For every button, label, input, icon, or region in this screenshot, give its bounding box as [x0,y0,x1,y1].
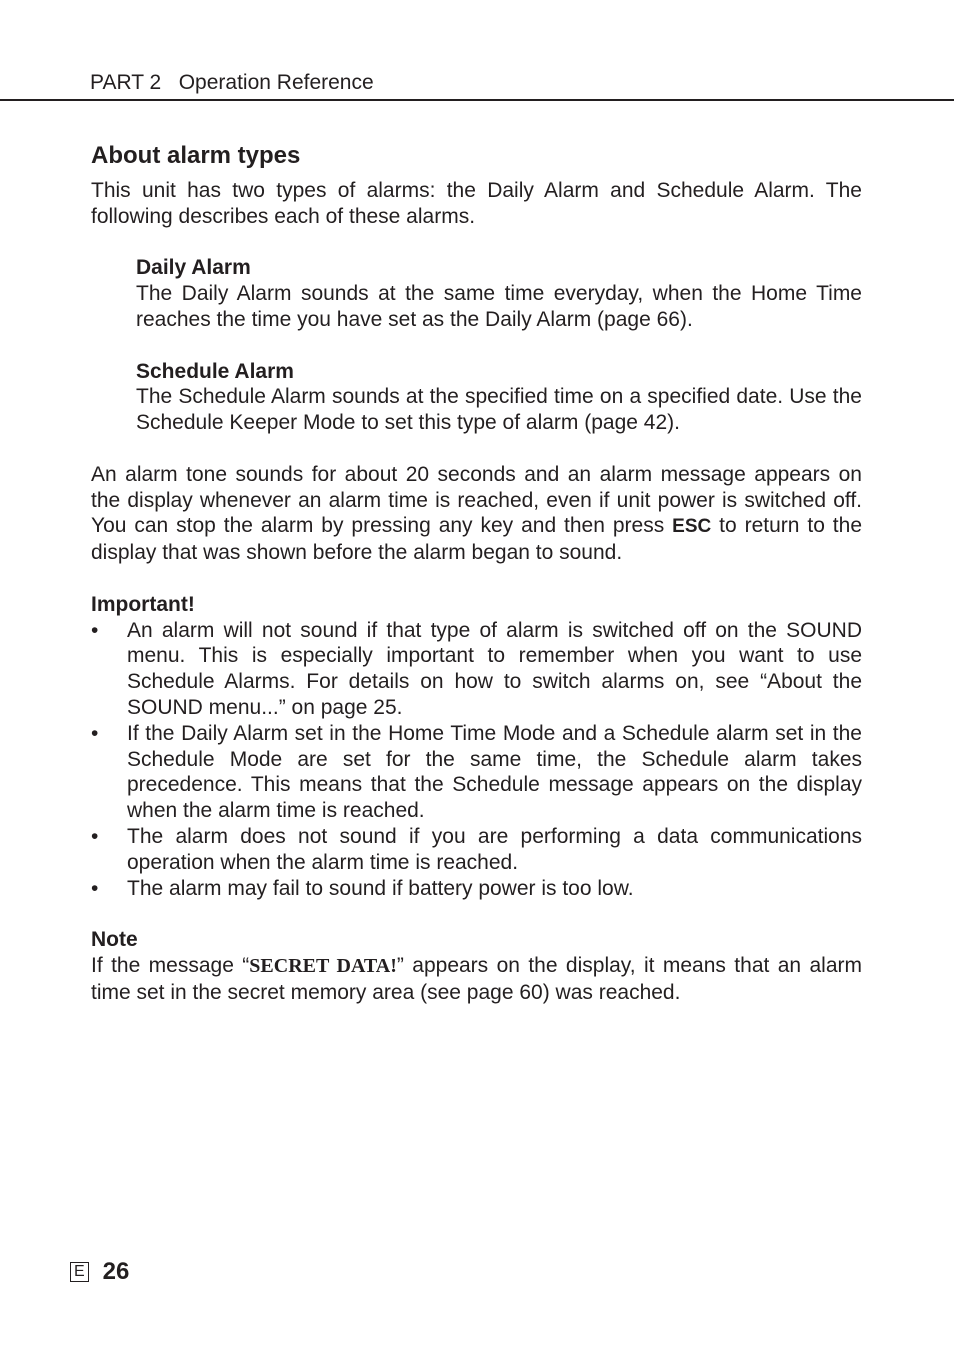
list-item-text: If the Daily Alarm set in the Home Time Mode and a Schedule alarm set in the Schedule Mode are set for the same time, the Schedule alarm takes precedence. This means that the Schedule message appears on the display when the alarm time is reached. [127,721,862,823]
bullet-icon: • [91,876,99,900]
note-text-before: If the message “ [91,953,250,977]
spacer [91,901,862,927]
alarm-tone-paragraph [91,462,862,566]
schedule-alarm-block [136,359,862,436]
language-badge: E [70,1262,89,1282]
list-item-text: An alarm will not sound if that type of alarm is switched off on the SOUND menu. This is especially important to remember when you want to use Schedule Alarms. For details on how to switch alarms on, see “About the SOUND menu...” on page 25. [127,618,862,719]
daily-alarm-title: Daily Alarm [136,256,251,280]
spacer [91,230,862,256]
page-footer [70,1258,129,1286]
header-section: Operation Reference [178,71,374,94]
spacer [91,333,862,359]
schedule-alarm-text: The Schedule Alarm sounds at the specified time on a specified date. Use the Schedule Keeper Mode to set this type of alarm (page 42). [136,385,862,435]
list-item [91,824,862,876]
section-intro: This unit has two types of alarms: the Daily Alarm and Schedule Alarm. The following describes each of these alarms. [91,179,862,228]
note-display-message: SECRET DATA! [249,954,397,977]
spacer [91,566,862,592]
list-item-text: The alarm does not sound if you are performing a data communications operation when the alarm time is reached. [127,824,862,874]
list-item [91,876,862,902]
alarm-tone-text-after: to return to the display that was shown before the alarm began to sound. [91,514,863,565]
esc-key-label: ESC [672,516,712,538]
note-label: Note [91,928,138,952]
section-title: About alarm types [91,142,301,169]
important-list [91,618,862,902]
schedule-alarm-title: Schedule Alarm [136,359,294,383]
header-part: PART 2 [90,71,162,94]
header-rule [0,99,954,101]
daily-alarm-text: The Daily Alarm sounds at the same time everyday, when the Home Time reaches the time you have set as the Daily Alarm (page 66). [136,282,862,331]
note-paragraph [91,953,862,1006]
list-item [91,721,862,824]
page-number: 26 [102,1258,130,1285]
spacer [91,436,862,462]
alarm-tone-text-before: An alarm tone sounds for about 20 seconds and an alarm message appears on the display whenever an alarm time is reached, even if unit power is switched off. You can stop the alarm by pressing any key and then press [91,462,862,538]
note-text-after: ” appears on the display, it means that an alarm time set in the secret memory area (see page 60) was reached. [91,953,863,1004]
page-content [91,140,862,1006]
bullet-icon: • [91,618,99,642]
important-label: Important! [91,592,195,616]
bullet-icon: • [91,721,99,745]
list-item [91,618,862,721]
daily-alarm-block [136,255,862,332]
page-header [90,70,374,96]
bullet-icon: • [91,824,99,848]
header-spacer [161,71,179,94]
list-item-text: The alarm may fail to sound if battery power is too low. [127,876,634,900]
